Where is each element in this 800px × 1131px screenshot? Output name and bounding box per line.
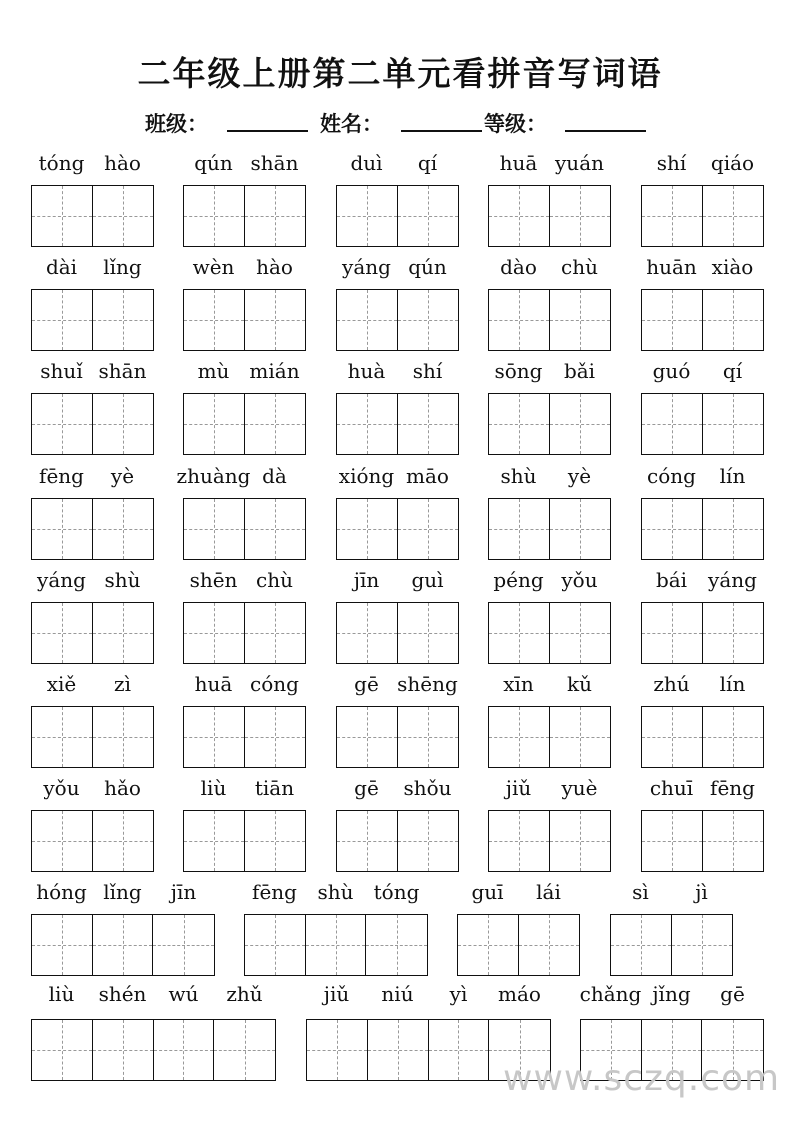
pinyin-syllable: yáng [342,255,391,279]
pinyin-syllable: bái [655,568,688,592]
pinyin-syllable: jiǔ [323,982,350,1006]
tianzige-cell[interactable] [489,707,550,767]
tianzige-cell[interactable] [672,915,733,975]
pinyin-syllable: hào [256,255,293,279]
writing-box[interactable] [488,706,611,768]
tianzige-cell[interactable] [642,811,703,871]
tianzige-cell[interactable] [489,186,550,246]
pinyin-syllable: fēng [39,464,84,488]
pinyin-syllable: xiào [711,255,754,279]
writing-box[interactable] [183,706,306,768]
pinyin-syllable: bǎi [563,359,596,383]
writing-box[interactable] [641,393,764,455]
writing-box[interactable] [488,185,611,247]
pinyin-syllable: huà [347,359,386,383]
tianzige-cell[interactable] [703,707,764,767]
writing-box[interactable] [488,393,611,455]
pinyin-syllable: guì [411,568,444,592]
grade-label: 等级： [484,111,547,136]
tianzige-cell[interactable] [337,290,398,350]
writing-box[interactable] [183,498,306,560]
grade-blank[interactable] [565,130,646,132]
tianzige-cell[interactable] [337,499,398,559]
tianzige-cell[interactable] [93,394,154,454]
pinyin-syllable: kǔ [567,672,592,696]
tianzige-cell[interactable] [550,707,611,767]
pinyin-syllable: wú [168,982,199,1006]
tianzige-cell[interactable] [398,186,459,246]
writing-box[interactable] [488,810,611,872]
pinyin-syllable: yì [449,982,468,1006]
tianzige-cell[interactable] [398,603,459,663]
watermark: www.sczq.com [503,1058,781,1099]
writing-box[interactable] [31,810,154,872]
pinyin-syllable: jīn [170,880,197,904]
pinyin-syllable: yáng [37,568,86,592]
pinyin-syllable: dào [500,255,537,279]
pinyin-syllable: fēng [252,880,297,904]
tianzige-cell[interactable] [93,707,154,767]
pinyin-syllable: xiě [46,672,77,696]
pinyin-syllable: zì [114,672,131,696]
pinyin-syllable: shēng [397,672,458,696]
pinyin-syllable: zhǔ [226,982,263,1006]
tianzige-cell[interactable] [93,915,154,975]
pinyin-syllable: guó [652,359,691,383]
name-label: 姓名： [320,111,383,136]
tianzige-cell[interactable] [245,915,306,975]
writing-box[interactable] [641,289,764,351]
pinyin-syllable: huā [194,672,233,696]
writing-box[interactable] [641,810,764,872]
pinyin-syllable: hào [104,151,141,175]
tianzige-cell[interactable] [245,186,306,246]
tianzige-cell[interactable] [642,394,703,454]
pinyin-syllable: shí [412,359,443,383]
tianzige-cell[interactable] [245,290,306,350]
writing-box[interactable] [336,810,459,872]
tianzige-cell[interactable] [703,290,764,350]
tianzige-cell[interactable] [245,811,306,871]
pinyin-syllable: yè [110,464,135,488]
pinyin-syllable: lǐng [103,880,142,904]
pinyin-syllable: xīn [503,672,534,696]
pinyin-syllable: shén [98,982,147,1006]
writing-box[interactable] [488,602,611,664]
pinyin-syllable: shān [250,151,299,175]
tianzige-cell[interactable] [550,186,611,246]
pinyin-syllable: cóng [647,464,696,488]
pinyin-syllable: zhú [653,672,690,696]
tianzige-cell[interactable] [489,290,550,350]
tianzige-cell[interactable] [398,499,459,559]
pinyin-syllable: shù [317,880,354,904]
tianzige-cell[interactable] [489,603,550,663]
pinyin-syllable: yè [567,464,592,488]
writing-box[interactable] [336,185,459,247]
writing-box[interactable] [336,289,459,351]
pinyin-syllable: duì [350,151,383,175]
writing-box[interactable] [457,914,580,976]
tianzige-cell[interactable] [307,1020,368,1080]
tianzige-cell[interactable] [93,1020,154,1080]
tianzige-cell[interactable] [245,394,306,454]
tianzige-cell[interactable] [184,394,245,454]
pinyin-syllable: māo [406,464,449,488]
pinyin-syllable: sì [632,880,649,904]
writing-box[interactable] [183,810,306,872]
pinyin-syllable: jīn [353,568,380,592]
pinyin-syllable: yáng [708,568,757,592]
pinyin-syllable: chù [256,568,293,592]
pinyin-syllable: péng [493,568,544,592]
writing-box[interactable] [488,498,611,560]
tianzige-cell[interactable] [550,603,611,663]
tianzige-cell[interactable] [642,707,703,767]
pinyin-syllable: guī [471,880,504,904]
tianzige-cell[interactable] [32,499,93,559]
pinyin-syllable: qí [722,359,743,383]
tianzige-cell[interactable] [642,186,703,246]
tianzige-cell[interactable] [337,811,398,871]
pinyin-syllable: chuī [649,776,694,800]
writing-box[interactable] [31,1019,276,1081]
pinyin-syllable: cóng [250,672,299,696]
writing-box[interactable] [183,289,306,351]
tianzige-cell[interactable] [337,394,398,454]
tianzige-cell[interactable] [489,499,550,559]
tianzige-cell[interactable] [184,811,245,871]
writing-box[interactable] [641,185,764,247]
tianzige-cell[interactable] [32,394,93,454]
pinyin-syllable: yuè [561,776,598,800]
pinyin-syllable: mù [197,359,230,383]
pinyin-syllable: yuán [555,151,604,175]
pinyin-syllable: lái [536,880,561,904]
tianzige-cell[interactable] [703,499,764,559]
pinyin-syllable: máo [498,982,541,1006]
tianzige-cell[interactable] [489,394,550,454]
tianzige-cell[interactable] [153,915,214,975]
tianzige-cell[interactable] [642,290,703,350]
writing-box[interactable] [641,498,764,560]
tianzige-cell[interactable] [703,811,764,871]
writing-box[interactable] [336,498,459,560]
tianzige-cell[interactable] [398,394,459,454]
pinyin-syllable: qún [194,151,233,175]
tianzige-cell[interactable] [703,394,764,454]
pinyin-syllable: tiān [254,776,295,800]
tianzige-cell[interactable] [550,394,611,454]
tianzige-cell[interactable] [93,186,154,246]
pinyin-syllable: shēn [189,568,238,592]
writing-box[interactable] [488,289,611,351]
writing-box[interactable] [31,706,154,768]
writing-box[interactable] [31,289,154,351]
pinyin-syllable: tóng [373,880,420,904]
tianzige-cell[interactable] [32,811,93,871]
pinyin-syllable: qiáo [710,151,755,175]
pinyin-syllable: liù [200,776,227,800]
class-blank[interactable] [227,130,308,132]
tianzige-cell[interactable] [32,603,93,663]
tianzige-cell[interactable] [93,499,154,559]
pinyin-syllable: chù [561,255,598,279]
tianzige-cell[interactable] [32,707,93,767]
student-info-bar [0,108,800,138]
pinyin-syllable: jì [695,880,708,904]
tianzige-cell[interactable] [184,499,245,559]
pinyin-syllable: lǐng [103,255,142,279]
tianzige-cell[interactable] [398,290,459,350]
tianzige-cell[interactable] [642,499,703,559]
writing-box[interactable] [244,914,428,976]
tianzige-cell[interactable] [32,915,93,975]
writing-box[interactable] [641,706,764,768]
pinyin-syllable: huān [646,255,697,279]
tianzige-cell[interactable] [550,499,611,559]
writing-box[interactable] [31,602,154,664]
tianzige-cell[interactable] [245,603,306,663]
pinyin-syllable: dà [262,464,287,488]
class-label: 班级： [145,111,208,136]
pinyin-syllable: niú [381,982,414,1006]
pinyin-syllable: qún [408,255,447,279]
pinyin-syllable: gē [354,672,379,696]
pinyin-syllable: shù [104,568,141,592]
writing-box[interactable] [336,602,459,664]
tianzige-cell[interactable] [245,707,306,767]
pinyin-syllable: sōng [494,359,543,383]
pinyin-syllable: dài [45,255,78,279]
writing-box[interactable] [641,602,764,664]
tianzige-cell[interactable] [32,290,93,350]
tianzige-cell[interactable] [703,603,764,663]
tianzige-cell[interactable] [93,603,154,663]
pinyin-syllable: shān [98,359,147,383]
pinyin-syllable: shù [500,464,537,488]
pinyin-syllable: xióng [338,464,395,488]
tianzige-cell[interactable] [184,290,245,350]
pinyin-syllable: gē [720,982,745,1006]
pinyin-syllable: mián [249,359,300,383]
writing-box[interactable] [31,185,154,247]
tianzige-cell[interactable] [184,707,245,767]
pinyin-syllable: shuǐ [40,359,83,383]
tianzige-cell[interactable] [32,1020,93,1080]
tianzige-cell[interactable] [611,915,672,975]
tianzige-cell[interactable] [550,290,611,350]
pinyin-syllable: hǎo [104,776,141,800]
tianzige-cell[interactable] [429,1020,490,1080]
tianzige-cell[interactable] [184,603,245,663]
tianzige-cell[interactable] [458,915,519,975]
pinyin-syllable: lín [719,672,746,696]
pinyin-syllable: yǒu [561,568,598,592]
tianzige-cell[interactable] [368,1020,429,1080]
tianzige-cell[interactable] [366,915,427,975]
pinyin-syllable: liù [48,982,75,1006]
pinyin-syllable: wèn [192,255,235,279]
writing-box[interactable] [610,914,733,976]
tianzige-cell[interactable] [245,499,306,559]
tianzige-cell[interactable] [519,915,580,975]
pinyin-syllable: lín [719,464,746,488]
pinyin-syllable: yǒu [43,776,80,800]
pinyin-syllable: jiǔ [505,776,532,800]
pinyin-syllable: hóng [36,880,87,904]
writing-box[interactable] [31,498,154,560]
pinyin-syllable: qí [417,151,438,175]
pinyin-syllable: shǒu [403,776,452,800]
pinyin-syllable: jǐng [652,982,691,1006]
writing-box[interactable] [183,185,306,247]
tianzige-cell[interactable] [214,1020,275,1080]
tianzige-cell[interactable] [337,707,398,767]
tianzige-cell[interactable] [489,811,550,871]
tianzige-cell[interactable] [550,811,611,871]
tianzige-cell[interactable] [93,290,154,350]
tianzige-cell[interactable] [398,811,459,871]
tianzige-cell[interactable] [154,1020,215,1080]
tianzige-cell[interactable] [306,915,367,975]
tianzige-cell[interactable] [703,186,764,246]
pinyin-syllable: gē [354,776,379,800]
pinyin-syllable: tóng [38,151,85,175]
tianzige-cell[interactable] [642,603,703,663]
writing-box[interactable] [336,393,459,455]
pinyin-syllable: zhuàng [176,464,251,488]
tianzige-cell[interactable] [93,811,154,871]
name-blank[interactable] [401,130,482,132]
tianzige-cell[interactable] [337,186,398,246]
tianzige-cell[interactable] [398,707,459,767]
writing-box[interactable] [31,393,154,455]
pinyin-syllable: huā [499,151,538,175]
pinyin-syllable: chǎng [579,982,642,1006]
tianzige-cell[interactable] [184,186,245,246]
writing-box[interactable] [336,706,459,768]
pinyin-syllable: shí [656,151,687,175]
pinyin-syllable: fēng [710,776,755,800]
writing-box[interactable] [183,393,306,455]
page-title: 二年级上册第二单元看拼音写词语 [137,54,663,93]
tianzige-cell[interactable] [32,186,93,246]
writing-box[interactable] [183,602,306,664]
writing-box[interactable] [31,914,215,976]
tianzige-cell[interactable] [337,603,398,663]
